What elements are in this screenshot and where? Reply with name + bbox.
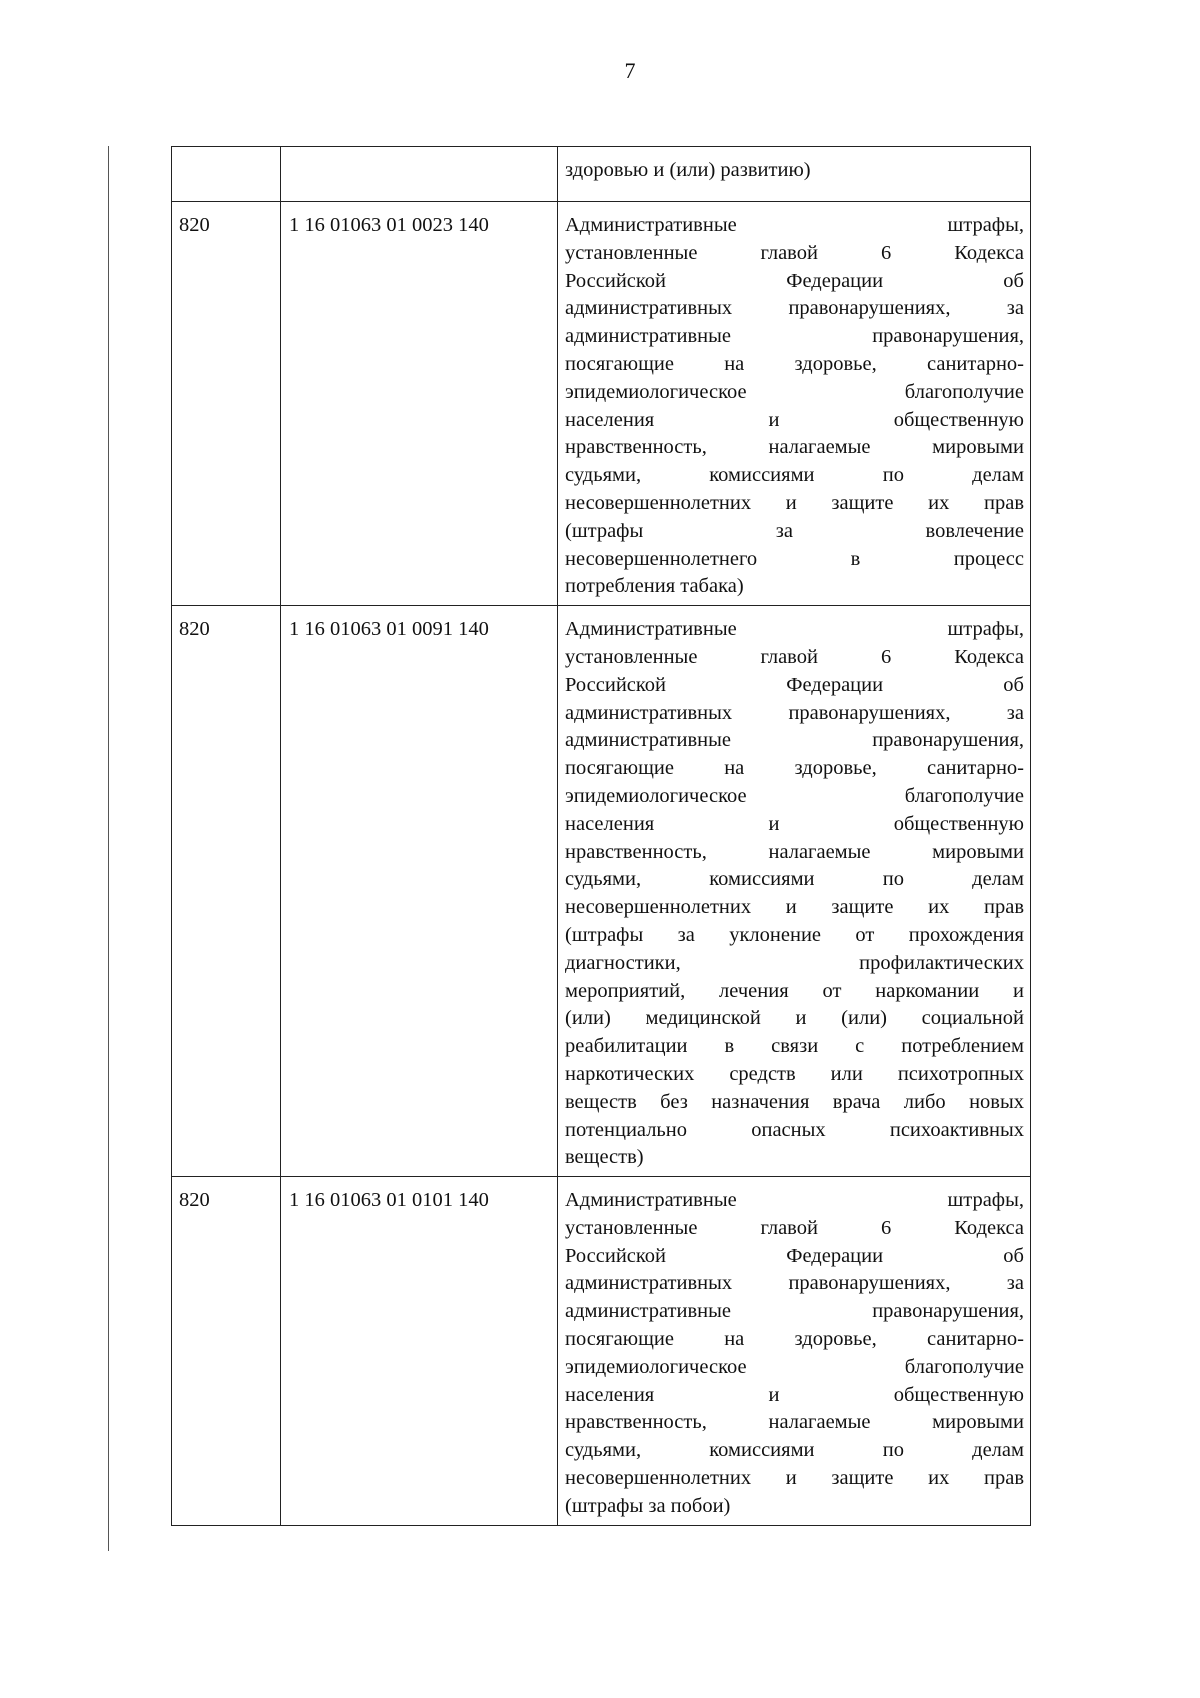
description-line: нравственность, налагаемые мировыми xyxy=(565,840,1024,863)
description-line: (штрафы за уклонение от прохождения xyxy=(565,923,1024,946)
description-line: установленные главой 6 Кодекса xyxy=(565,241,1024,264)
description-line: здоровью и (или) развитию) xyxy=(565,159,811,181)
description-line: несовершеннолетних и защите их прав xyxy=(565,1467,1024,1490)
description-line: потребления табака) xyxy=(565,575,744,598)
admin-code-cell xyxy=(172,147,281,202)
admin-code-cell: 820 xyxy=(172,202,281,606)
kbk-code-cell: 1 16 01063 01 0023 140 xyxy=(281,202,558,606)
description-line: эпидемиологическое благополучие xyxy=(565,1355,1024,1378)
admin-code-cell: 820 xyxy=(172,606,281,1177)
description-line: (или) медицинской и (или) социальной xyxy=(565,1007,1024,1030)
description-line: установленные главой 6 Кодекса xyxy=(565,645,1024,668)
description-line: (штрафы за вовлечение xyxy=(565,519,1024,542)
description-line: веществ) xyxy=(565,1146,644,1169)
description-line: наркотических средств или психотропных xyxy=(565,1062,1024,1085)
description-line: (штрафы за побои) xyxy=(565,1494,731,1517)
kbk-code-cell: 1 16 01063 01 0101 140 xyxy=(281,1177,558,1526)
description-line: несовершеннолетнего в процесс xyxy=(565,547,1024,570)
description-line: установленные главой 6 Кодекса xyxy=(565,1216,1024,1239)
description-line: посягающие на здоровье, санитарно- xyxy=(565,1328,1024,1351)
description-line: диагностики, профилактических xyxy=(565,951,1024,974)
table-row xyxy=(172,147,1031,202)
description-line: Административные штрафы, xyxy=(565,214,1024,236)
description-line: посягающие на здоровье, санитарно- xyxy=(565,352,1024,375)
description-line: потенциально опасных психоактивных xyxy=(565,1118,1024,1141)
description-line: эпидемиологическое благополучие xyxy=(565,784,1024,807)
description-line: судьями, комиссиями по делам xyxy=(565,1439,1024,1462)
description-line: нравственность, налагаемые мировыми xyxy=(565,1411,1024,1434)
description-line: административные правонарушения, xyxy=(565,1300,1024,1323)
kbk-code-cell xyxy=(281,147,558,202)
description-line: административных правонарушениях, за xyxy=(565,701,1024,724)
description-line: Административные штрафы, xyxy=(565,1189,1024,1212)
description-cell xyxy=(558,1177,1031,1526)
description-line: несовершеннолетних и защите их прав xyxy=(565,896,1024,919)
table-row xyxy=(172,1177,1031,1526)
description-cell xyxy=(558,202,1031,606)
kbk-table-body xyxy=(172,147,1031,1526)
description-line: административных правонарушениях, за xyxy=(565,297,1024,320)
description-line: несовершеннолетних и защите их прав xyxy=(565,491,1024,514)
description-line: посягающие на здоровье, санитарно- xyxy=(565,757,1024,780)
description-line: нравственность, налагаемые мировыми xyxy=(565,436,1024,459)
admin-code-cell: 820 xyxy=(172,1177,281,1526)
description-line: населения и общественную xyxy=(565,1383,1024,1406)
table-row xyxy=(172,606,1031,1177)
margin-line xyxy=(108,146,109,1551)
description-line: судьями, комиссиями по делам xyxy=(565,464,1024,487)
kbk-code-cell: 1 16 01063 01 0091 140 xyxy=(281,606,558,1177)
table-row xyxy=(172,202,1031,606)
description-line: судьями, комиссиями по делам xyxy=(565,868,1024,891)
description-line: административных правонарушениях, за xyxy=(565,1272,1024,1295)
kbk-table xyxy=(171,146,1031,1526)
description-line: мероприятий, лечения от наркомании и xyxy=(565,979,1024,1002)
description-line: эпидемиологическое благополучие xyxy=(565,380,1024,403)
description-line: населения и общественную xyxy=(565,408,1024,431)
description-line: Российской Федерации об xyxy=(565,1244,1024,1267)
description-cell xyxy=(558,606,1031,1177)
description-line: реабилитации в связи с потреблением xyxy=(565,1035,1024,1058)
page-number: 7 xyxy=(624,58,636,83)
description-line: Российской Федерации об xyxy=(565,269,1024,292)
description-line: населения и общественную xyxy=(565,812,1024,835)
description-line: административные правонарушения, xyxy=(565,729,1024,752)
description-line: Административные штрафы, xyxy=(565,618,1024,641)
description-line: административные правонарушения, xyxy=(565,325,1024,348)
description-cell xyxy=(558,147,1031,202)
description-line: Российской Федерации об xyxy=(565,673,1024,696)
description-line: веществ без назначения врача либо новых xyxy=(565,1090,1024,1113)
